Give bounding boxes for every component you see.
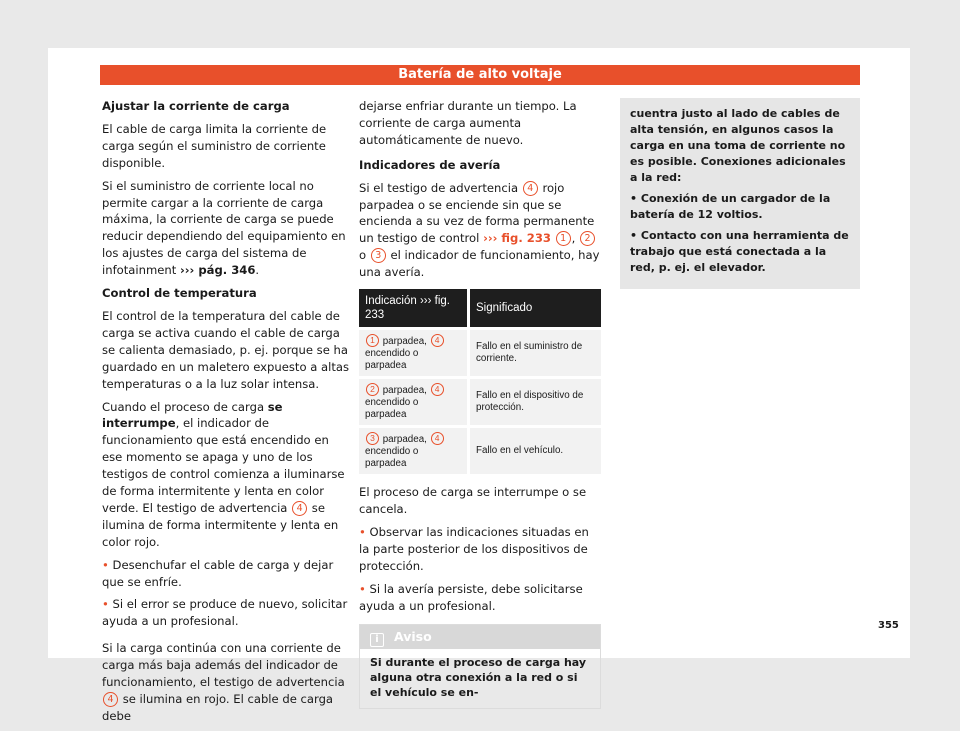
list-item: • Si el error se produce de nuevo, solicitar ayuda a un profesional. (102, 597, 348, 629)
column-left (102, 98, 352, 731)
marker-3-icon: 3 (371, 248, 386, 263)
table-header-indication: Indicación ››› fig. 233 (359, 289, 469, 329)
paragraph: El proceso de carga se interrumpe o se cancela. (359, 485, 587, 516)
paragraph: El control de la temperatura del cable de carga se activa cuando el cable de carga se calienta demasiado, p. ej. porque se ha guardado en un maletero expuesto a altas temperaturas o a la luz solar intensa. (102, 308, 350, 391)
table-row (359, 378, 601, 427)
table-row (359, 427, 601, 475)
column-middle (359, 98, 601, 709)
list-item: • Conexión de un cargador de la batería de 12 voltios. (630, 192, 831, 221)
bullet-icon: • (359, 581, 366, 596)
info-icon: i (370, 633, 384, 647)
heading-fault-indicators: Indicadores de avería (359, 157, 501, 172)
table-cell-indication: 3 parpadea, 4 encendido o parpadea (359, 427, 469, 475)
marker-4-icon: 4 (431, 383, 444, 396)
notice-text: Si durante el proceso de carga hay alguna otra conexión a la red o si el vehículo se en- (370, 656, 587, 700)
marker-4-icon: 4 (431, 334, 444, 347)
heading-temperature-control: Control de temperatura (102, 286, 257, 301)
notice-box (359, 624, 601, 709)
table-cell-indication: 2 parpadea, 4 encendido o parpadea (359, 378, 469, 427)
heading-charge-current: Ajustar la corriente de carga (102, 99, 290, 113)
list-item: • Si la avería persiste, debe solicitarse ayuda a un profesional. (359, 581, 583, 613)
table-cell-meaning: Fallo en el suministro de corriente. (469, 329, 602, 378)
marker-4-icon: 4 (523, 181, 538, 196)
table-cell-meaning: Fallo en el vehículo. (469, 427, 602, 475)
marker-2-icon: 2 (580, 231, 595, 246)
bullet-icon: • (630, 229, 638, 242)
marker-2-icon: 2 (366, 383, 379, 396)
section-header: Batería de alto voltaje (100, 65, 860, 85)
table-cell-indication: 1 parpadea, 4 encendido o parpadea (359, 329, 469, 378)
paragraph: dejarse enfriar durante un tiempo. La corriente de carga aumenta automáticamente de nuevo. (359, 99, 577, 147)
bullet-icon: • (102, 597, 109, 612)
marker-4-icon: 4 (103, 692, 118, 707)
marker-4-icon: 4 (431, 432, 444, 445)
bullet-icon: • (102, 557, 109, 572)
column-right (620, 98, 860, 289)
page-reference-link[interactable]: ››› pág. 346 (179, 263, 256, 278)
bullet-icon: • (359, 524, 366, 539)
table-header-meaning: Significado (469, 289, 602, 329)
marker-4-icon: 4 (292, 501, 307, 516)
notice-header: i Aviso (360, 625, 600, 649)
figure-reference-link[interactable]: ››› fig. 233 (483, 231, 551, 246)
page-number: 355 (878, 620, 899, 631)
marker-1-icon: 1 (366, 334, 379, 347)
paragraph: Cuando el proceso de carga se interrumpe, el indicador de funcionamiento que está encendido en ese momento se apaga y uno de los testigos de control comienza a iluminarse de forma intermitente y lenta en color verde. El testigo de advertencia 4 se ilumina de forma intermitente y lenta en color rojo. (102, 399, 345, 549)
marker-1-icon: 1 (556, 231, 571, 246)
list-item: • Contacto con una herramienta de trabajo que está conectada a la red, p. ej. el elevador. (630, 229, 849, 274)
marker-3-icon: 3 (366, 432, 379, 445)
paragraph: El cable de carga limita la corriente de carga según el suministro de corriente disponible. (102, 121, 327, 170)
bullet-icon: • (630, 192, 638, 205)
table-row (359, 329, 601, 378)
table-header-row (359, 289, 601, 329)
paragraph: cuentra justo al lado de cables de alta tensión, en algunos casos la carga en una toma de corriente no es posible. Conexiones adicionales a la red: (630, 107, 846, 184)
fault-indicator-table (359, 289, 601, 474)
list-item: • Observar las indicaciones situadas en la parte posterior de los dispositivos de protección. (359, 524, 589, 573)
paragraph: Si el testigo de advertencia 4 rojo parpadea o se enciende sin que se encienda a su vez de forma permanente un testigo de control ››› fig. 233 1 , 2 o 3 el indicador de funcionamiento, hay una avería. (359, 180, 600, 280)
table-cell-meaning: Fallo en el dispositivo de protección. (469, 378, 602, 427)
list-item: • Desenchufar el cable de carga y dejar que se enfríe. (102, 557, 334, 589)
notice-continuation-box (620, 98, 860, 289)
paragraph: Si la carga continúa con una corriente de carga más baja además del indicador de funcionamiento, el testigo de advertencia 4 se ilumina en rojo. El cable de carga debe (102, 641, 345, 723)
paragraph: Si el suministro de corriente local no permite cargar a la corriente de carga máxima, la corriente de carga se puede reducir dependiendo del equipamiento en los ajustes de carga del sistema de infotainment ››› pág. 346. (102, 178, 346, 278)
